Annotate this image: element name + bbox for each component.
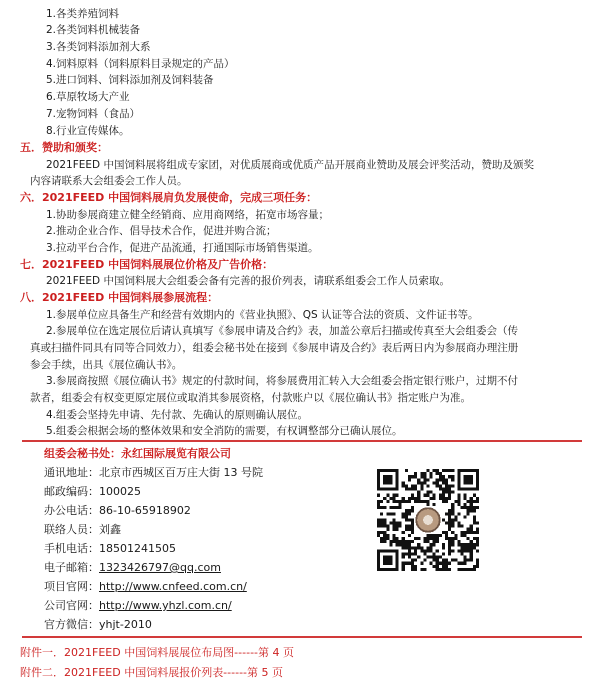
section-heading-pricing: 七．2021FEED 中国饲料展展位价格及广告价格： [20,258,274,271]
pricing-text-line: 2021FEED 中国饲料展大会组委会备有完善的报价列表，请联系组委会工作人员索取。 [46,275,450,287]
contact-mobile: 手机电话：18501241505 [44,542,176,555]
list-item: 4.饲料原料（饲料原料目录规定的产品） [46,58,235,70]
process-text-line: 1.参展单位应具备生产和经营有效期内的《营业执照》、QS 认证等合法的资质、文件证书等。 [46,309,479,321]
process-text-line: 3.参展商按照《展位确认书》规定的付款时间，将参展费用汇转入大会组委会指定银行账户，过期不付 [46,375,519,387]
sponsorship-text-line: 内容请联系大会组委会工作人员。 [30,175,188,187]
list-item: 1.各类养殖饲料 [46,8,120,20]
contact-project-label: 项目官网： [44,580,99,593]
email-link[interactable]: 1323426797@qq.com [99,561,221,574]
contact-address: 通讯地址：北京市西城区百万庄大街 13 号院 [44,466,263,479]
attachment-link[interactable]: 附件二．2021FEED 中国饲料展报价列表------第 5 页 [20,666,283,679]
list-item: 2.各类饲料机械装备 [46,24,141,36]
task-item: 1.协助参展商建立健全经销商、应用商网络，拓宽市场容量； [46,209,330,221]
section-heading-sponsorship: 五．赞助和颁奖： [20,141,108,154]
task-item: 3.拉动平台合作，促进产品流通，打通国际市场销售渠道。 [46,242,319,254]
qr-code-icon [377,469,479,571]
list-item: 5.进口饲料、饲料添加剂及饲料装备 [46,74,214,86]
section-heading-tasks: 六．2021FEED 中国饲料展肩负发展使命，完成三项任务： [20,191,318,204]
list-item: 8.行业宣传媒体。 [46,125,130,137]
contact-company-row [44,598,232,613]
list-item: 3.各类饲料添加剂大系 [46,41,151,53]
process-text-line: 款者，组委会有权变更原定展位或取消其参展资格，付款账户以《展位确认书》指定账户为准。 [30,392,471,404]
contact-person: 联络人员：刘鑫 [44,523,121,536]
contact-wechat: 官方微信：yhjt-2010 [44,618,152,631]
divider [22,440,582,442]
process-text-line: 2.参展单位在选定展位后请认真填写《参展申请及合约》表，加盖公章后扫描或传真至大会组委会（传 [46,325,519,337]
company-site-link[interactable]: http://www.yhzl.com.cn/ [99,599,232,612]
contact-email-row [44,560,221,575]
contact-email-label: 电子邮箱： [44,561,99,574]
task-item: 2.推动企业合作、倡导技术合作，促进并购合流； [46,225,277,237]
contact-project-row [44,579,247,594]
list-item: 6.草原牧场大产业 [46,91,130,103]
sponsorship-text-line: 2021FEED 中国饲料展将组成专家团，对优质展商或优质产品开展商业赞助及展会评奖活动，赞助及颁奖 [46,159,534,171]
contact-phone: 办公电话：86-10-65918902 [44,504,191,517]
process-text-line: 真或扫描件同具有同等合同效力），组委会秘书处在接到《参展申请及合约》表后两日内为参展商办理注册 [30,342,519,354]
attachment-link[interactable]: 附件一．2021FEED 中国饲料展展位布局图------第 4 页 [20,646,294,659]
project-site-link[interactable]: http://www.cnfeed.com.cn/ [99,580,247,593]
divider [22,636,582,638]
contact-postcode: 邮政编码：100025 [44,485,141,498]
secretariat-heading: 组委会秘书处：永红国际展览有限公司 [44,447,231,460]
list-item: 7.宠物饲料（食品） [46,108,141,120]
process-text-line: 4.组委会坚持先申请、先付款、先确认的原则确认展位。 [46,409,309,421]
process-text-line: 参会手续，出具《展位确认书》。 [30,359,183,371]
process-text-line: 5.组委会根据会场的整体效果和安全消防的需要，有权调整部分已确认展位。 [46,425,403,437]
section-heading-process: 八．2021FEED 中国饲料展参展流程： [20,291,219,304]
contact-company-label: 公司官网： [44,599,99,612]
